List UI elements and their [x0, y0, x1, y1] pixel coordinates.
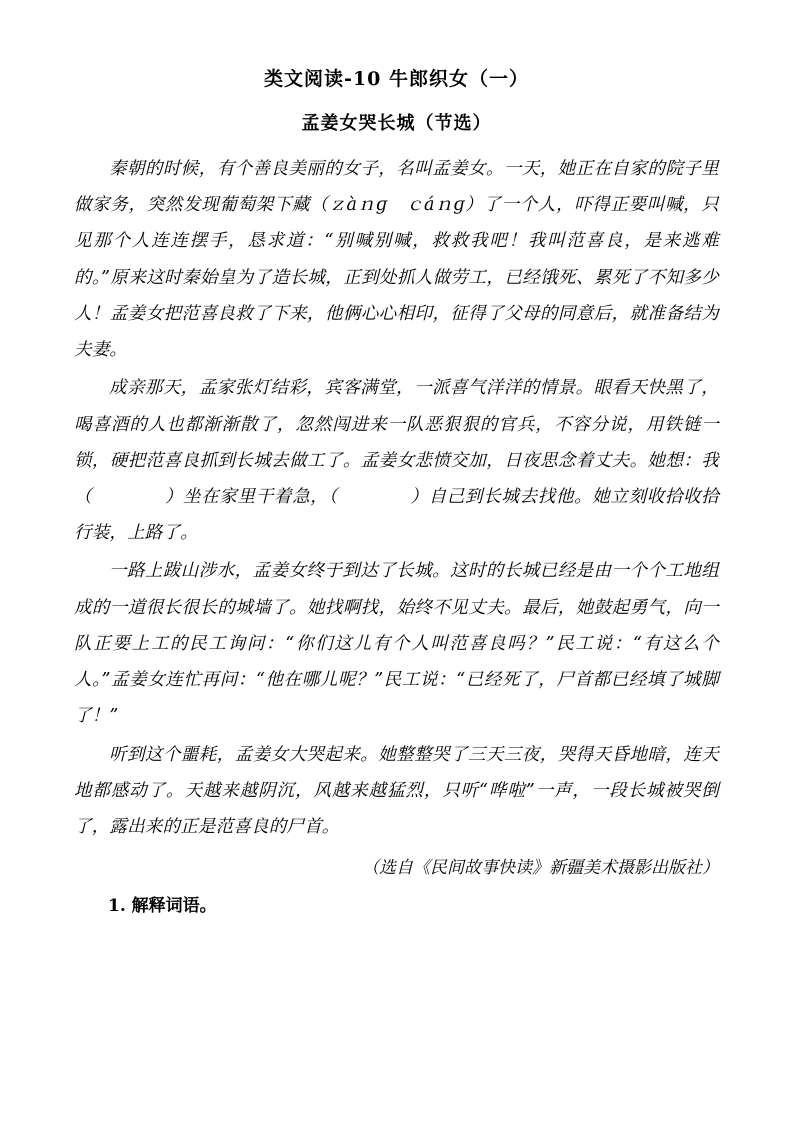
- question-1: 1. 解释词语。: [108, 896, 217, 917]
- page-title: 类文阅读-10 牛郎织女（一）: [264, 68, 529, 90]
- paragraph-1: 秦朝的时候，有个善良美丽的女子，名叫孟姜女。一天，她正在自家的院子里做家务，突然发现葡萄架下藏（ｚàｎɡ ｃáｎɡ）了一个人，吓得正要叫喊，只见那个人连连摆手，恳求道：“别喊别喊，救救我吧！我叫范喜良，是来逃难的。”原来这时秦始皇为了造长城，正到处抓人做劳工，已经饿死、累死了不知多少人！孟姜女把范喜良救了下来，他俩心心相印，征得了父母的同意后，就准备结为夫妻。: [74, 159, 719, 361]
- source-citation: （选自《民间故事快读》新疆美术摄影出版社）: [362, 858, 719, 879]
- article-subtitle: 孟姜女哭长城（节选）: [301, 113, 492, 134]
- paragraph-4: 听到这个噩耗，孟姜女大哭起来。她整整哭了三天三夜，哭得天昏地暗，连天地都感动了。天越来越阴沉，风越来越猛烈，只听“哗啦”一声，一段长城被哭倒了，露出来的正是范喜良的尸首。: [74, 744, 719, 837]
- paragraph-2: 成亲那天，孟家张灯结彩，宾客满堂，一派喜气洋洋的情景。眼看天快黑了，喝喜酒的人也都渐渐散了，忽然闯进来一队恶狠狠的官兵，不容分说，用铁链一锁，硬把范喜良抓到长城去做工了。孟姜女悲愤交加，日夜思念着丈夫。她想：我（ ）坐在家里干着急，（ ）自己到长城去找他。她立刻收拾收拾行装，上路了。: [74, 378, 719, 544]
- paragraph-3: 一路上跋山涉水，孟姜女终于到达了长城。这时的长城已经是由一个个工地组成的一道很长很长的城墙了。她找啊找，始终不见丈夫。最后，她鼓起勇气，向一队正要上工的民工询问：“你们这儿有个人叫范喜良吗？”民工说：“有这么个人。”孟姜女连忙再问：“他在哪儿呢？”民工说：“已经死了，尸首都已经填了城脚了！”: [74, 561, 719, 727]
